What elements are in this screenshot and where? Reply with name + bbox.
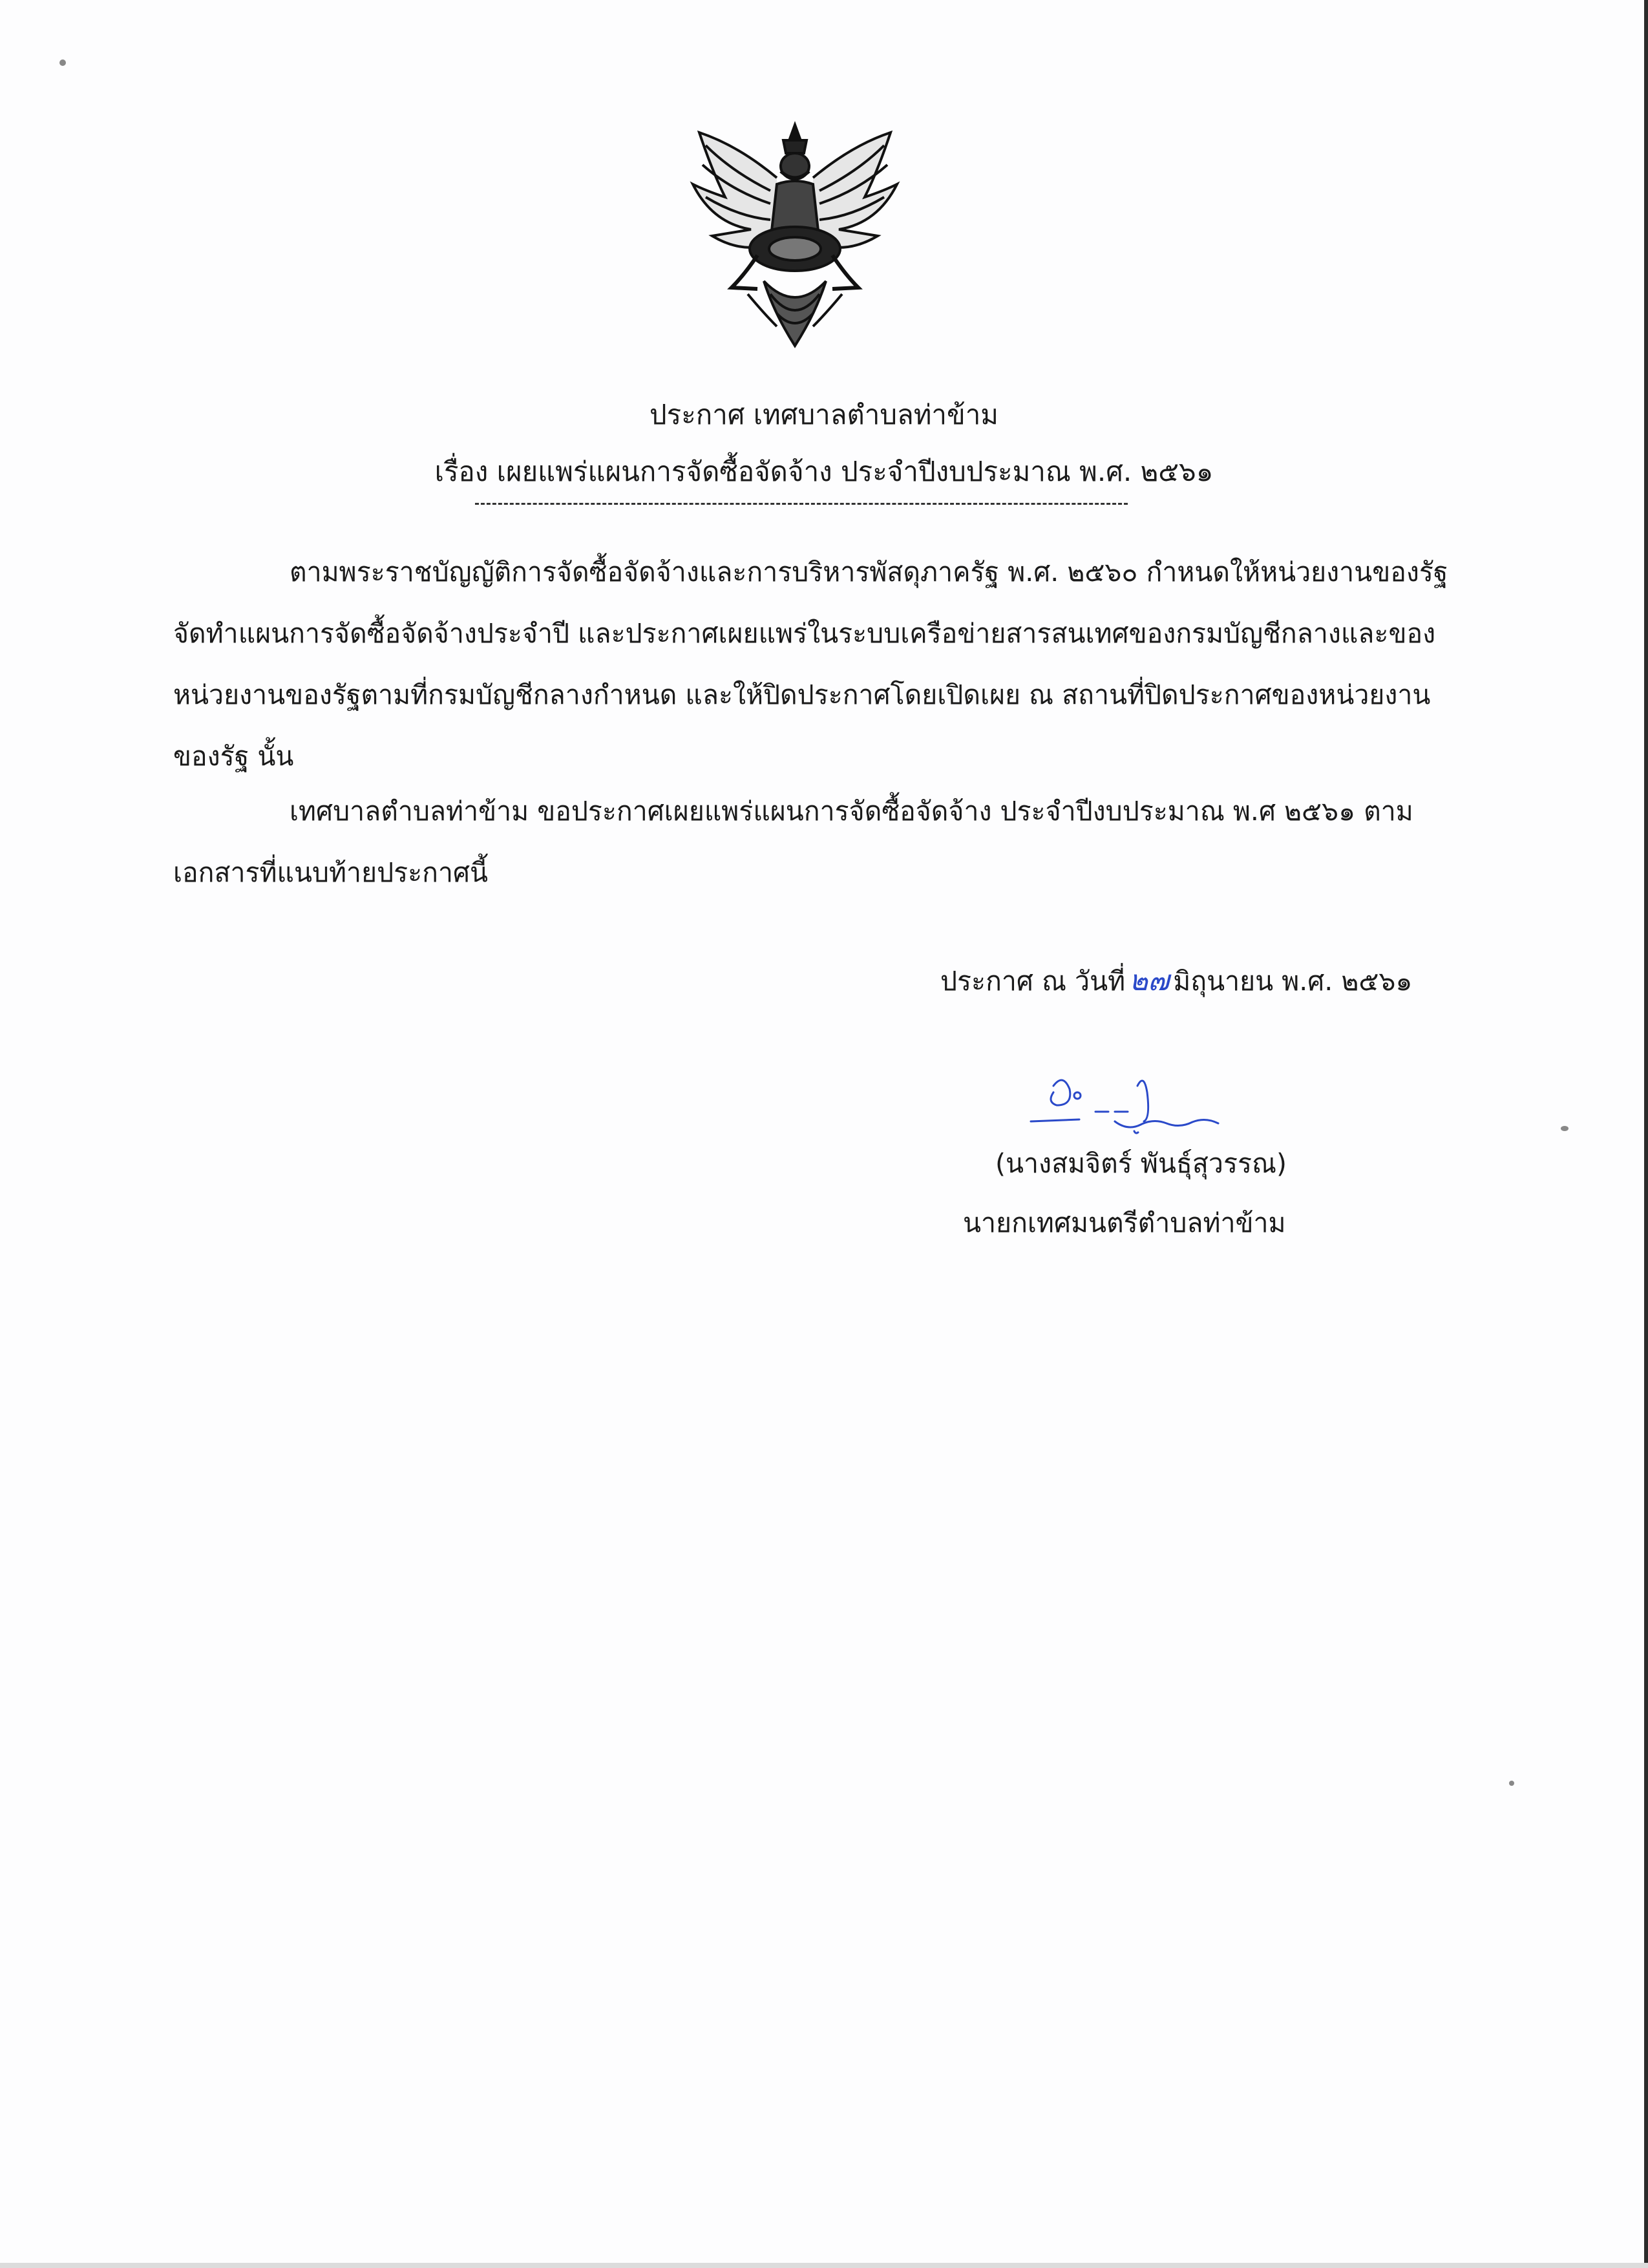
signature-icon: [1018, 1060, 1251, 1138]
body-paragraph-1: [173, 542, 1459, 787]
scan-speck: [1561, 1126, 1569, 1131]
body-paragraph-2: [173, 781, 1459, 904]
paragraph-line: เทศบาลตำบลท่าข้าม ขอประกาศเผยแพร่แผนการจัดซื้อจัดจ้าง ประจำปีงบประมาณ พ.ศ ๒๕๖๑ ตาม: [290, 796, 1413, 827]
title-divider: [475, 503, 1128, 505]
announcement-subject: เรื่อง เผยแพร่แผนการจัดซื้อจัดจ้าง ประจำปีงบประมาณ พ.ศ. ๒๕๖๑: [434, 456, 1214, 487]
garuda-emblem-icon: [686, 120, 903, 352]
paragraph-line: จัดทำแผนการจัดซื้อจัดจ้างประจำปี และประกาศเผยแพร่ในระบบเครือข่ายสารสนเทศของกรมบัญชีกลางและของ: [173, 618, 1436, 649]
announcement-date: [940, 962, 1412, 1001]
date-day-handwritten: ๒๗: [1129, 964, 1170, 997]
scan-edge-right: [1644, 0, 1648, 2268]
date-suffix: มิถุนายน พ.ศ. ๒๕๖๑: [1173, 966, 1413, 997]
paragraph-line: ตามพระราชบัญญัติการจัดซื้อจัดจ้างและการบริหารพัสดุภาครัฐ พ.ศ. ๒๕๖๐ กำหนดให้หน่วยงานของรัฐ: [290, 556, 1448, 588]
paragraph-line: ของรัฐ นั้น: [173, 741, 294, 772]
paragraph-line: หน่วยงานของรัฐตามที่กรมบัญชีกลางกำหนด และให้ปิดประกาศโดยเปิดเผย ณ สถานที่ปิดประกาศของหน่วยงาน: [173, 679, 1431, 710]
paragraph-line: เอกสารที่แนบท้ายประกาศนี้: [173, 857, 489, 888]
announcement-title: ประกาศ เทศบาลตำบลท่าข้าม: [650, 399, 998, 430]
signer-title: นายกเทศมนตรีตำบลท่าข้าม: [963, 1207, 1286, 1238]
scan-speck: [59, 59, 66, 66]
date-prefix: ประกาศ ณ วันที่: [940, 966, 1126, 997]
scan-edge-bottom: [0, 2263, 1648, 2268]
scan-speck: [1509, 1781, 1514, 1786]
signer-name: (นางสมจิตร์ พันธุ์สุวรรณ): [995, 1148, 1287, 1179]
